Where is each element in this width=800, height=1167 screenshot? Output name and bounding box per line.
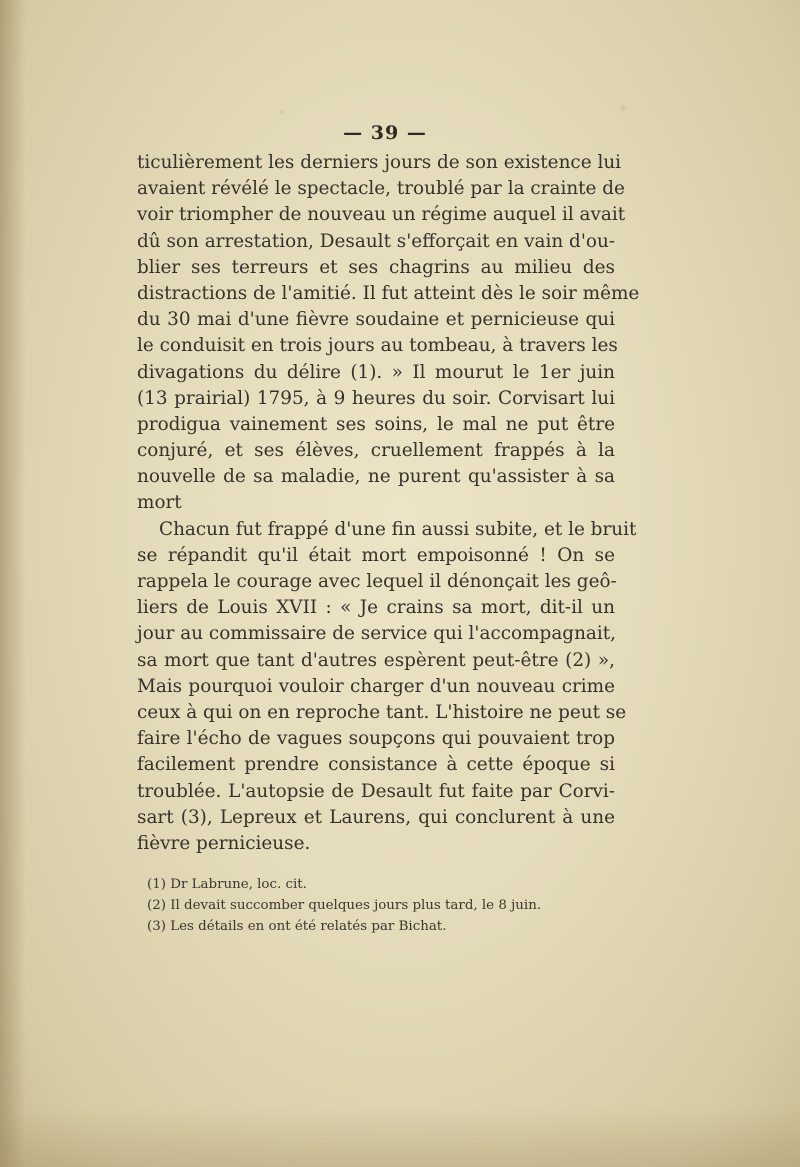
body-text (137, 150, 640, 857)
text-line: conjuré, et ses élèves, cruellement frappés à la (137, 440, 615, 462)
paragraph-1 (137, 150, 640, 517)
text-line: fièvre pernicieuse. (137, 832, 311, 854)
text-line: dû son arrestation, Desault s'efforçait en vain d'ou- (137, 230, 615, 252)
text-line: mort (137, 492, 182, 514)
text-line: ticulièrement les derniers jours de son existence lui (137, 152, 622, 173)
text-line: Mais pourquoi vouloir charger d'un nouveau crime (137, 675, 615, 697)
text-line: se répandit qu'il était mort empoisonné ! On se (137, 544, 615, 566)
text-line: le conduisit en trois jours au tombeau, à travers les (137, 335, 618, 357)
paragraph-2 (137, 517, 637, 857)
footnote: (1) Dr Labrune, loc. cit. (147, 877, 307, 892)
text-line: (13 prairial) 1795, à 9 heures du soir. Corvisart lui (137, 387, 615, 409)
page-number: — 39 — (343, 122, 427, 144)
text-line: blier ses terreurs et ses chagrins au milieu des (137, 256, 615, 278)
text-line: voir triompher de nouveau un régime auquel il avait (137, 204, 626, 226)
text-line: facilement prendre consistance à cette époque si (137, 754, 615, 776)
text-line: nouvelle de sa maladie, ne purent qu'assister à sa (137, 466, 615, 488)
text-line: troublée. L'autopsie de Desault fut faite par Corvi- (137, 780, 615, 802)
text-line: Chacun fut frappé d'une fin aussi subite, et le bruit (159, 518, 637, 540)
text-line: sart (3), Lepreux et Laurens, qui conclurent à une (137, 806, 615, 828)
text-line: divagations du délire (1). » Il mourut le 1er juin (137, 361, 615, 383)
paper-stain (620, 105, 626, 111)
text-line: faire l'écho de vagues soupçons qui pouvaient trop (137, 728, 615, 750)
footnotes (147, 874, 617, 937)
text-line: distractions de l'amitié. Il fut atteint dès le soir même (137, 282, 640, 304)
text-line: ceux à qui on en reproche tant. L'histoire ne peut se (137, 701, 627, 723)
footnote: (3) Les détails en ont été relatés par Bichat. (147, 919, 447, 934)
text-line: liers de Louis XVII : « Je crains sa mort, dit-il un (137, 597, 615, 619)
text-line: jour au commissaire de service qui l'accompagnait, (137, 623, 616, 645)
text-line: rappela le courage avec lequel il dénonçait les geô- (137, 571, 617, 592)
text-line: sa mort que tant d'autres espèrent peut-être (2) », (137, 649, 615, 671)
text-line: avaient révélé le spectacle, troublé par la crainte de (137, 178, 625, 200)
footnote: (2) Il devait succomber quelques jours plus tard, le 8 juin. (147, 898, 542, 913)
text-line: du 30 mai d'une fièvre soudaine et pernicieuse qui (137, 309, 615, 331)
text-line: prodigua vainement ses soins, le mal ne put être (137, 413, 615, 435)
paper-stain (280, 110, 284, 115)
